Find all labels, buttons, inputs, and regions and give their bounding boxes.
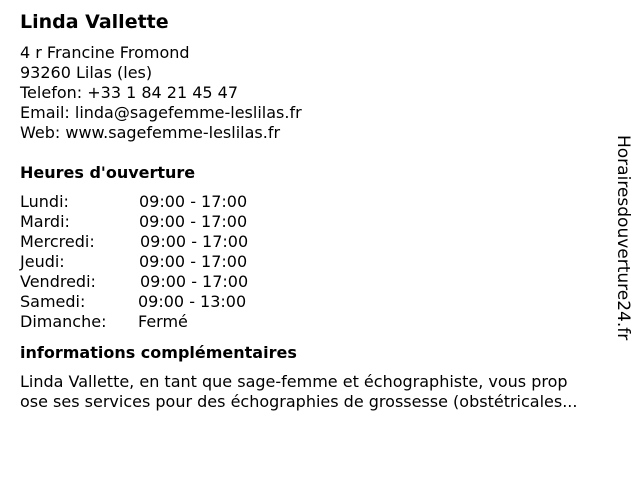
day-label: Lundi:	[20, 192, 69, 211]
hours-row-saturday	[20, 292, 625, 312]
hours-row-thursday	[20, 252, 625, 272]
hours-row-friday	[20, 272, 625, 292]
info-line-2: ose ses services pour des échographies de grossesse (obstétricales...	[20, 392, 578, 411]
day-label: Mardi:	[20, 212, 70, 231]
info-line-1: Linda Vallette, en tant que sage-femme et échographiste, vous prop	[20, 372, 568, 391]
additional-info-heading: informations complémentaires	[20, 343, 297, 362]
time-range: 09:00 - 17:00	[139, 192, 248, 211]
business-name: Linda Vallette	[20, 11, 169, 33]
day-label: Dimanche:	[20, 312, 107, 331]
opening-hours-table	[20, 192, 625, 332]
time-range: Fermé	[138, 312, 188, 331]
hours-row-wednesday	[20, 232, 625, 252]
time-range: 09:00 - 13:00	[138, 292, 247, 311]
time-range: 09:00 - 17:00	[140, 272, 249, 291]
web-line: Web: www.sagefemme-leslilas.fr	[20, 123, 281, 142]
phone-line: Telefon: +33 1 84 21 45 47	[20, 83, 239, 102]
business-card	[20, 10, 625, 412]
additional-info-text	[20, 372, 625, 412]
time-range: 09:00 - 17:00	[140, 232, 249, 251]
street-address: 4 r Francine Fromond	[20, 43, 190, 62]
day-label: Samedi:	[20, 292, 86, 311]
email-line: Email: linda@sagefemme-leslilas.fr	[20, 103, 302, 122]
time-range: 09:00 - 17:00	[139, 252, 248, 271]
hours-row-sunday	[20, 312, 625, 332]
opening-hours-heading: Heures d'ouverture	[20, 163, 196, 182]
address-block	[20, 43, 625, 143]
hours-row-tuesday	[20, 212, 625, 232]
day-label: Vendredi:	[20, 272, 96, 291]
city-postcode: 93260 Lilas (les)	[20, 63, 153, 82]
day-label: Jeudi:	[20, 252, 65, 271]
day-label: Mercredi:	[20, 232, 95, 251]
site-watermark: Horairesdouverture24.fr	[613, 135, 633, 341]
hours-row-monday	[20, 192, 625, 212]
time-range: 09:00 - 17:00	[139, 212, 248, 231]
